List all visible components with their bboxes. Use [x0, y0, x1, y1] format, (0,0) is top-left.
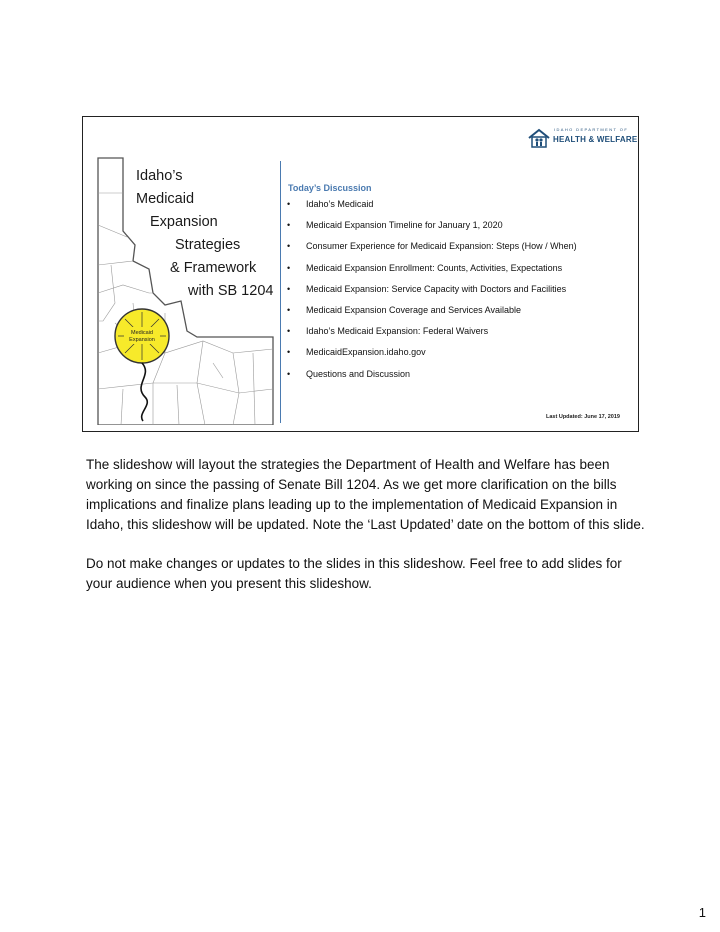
title-line-6: with SB 1204: [188, 283, 274, 299]
bullet-glyph: •: [287, 241, 291, 252]
list-item-text: Medicaid Expansion: Service Capacity with Doctors and Facilities: [306, 283, 567, 294]
list-item-text: Idaho’s Medicaid Expansion: Federal Waivers: [306, 326, 489, 337]
house-logo-icon: [528, 128, 550, 148]
list-item: [285, 198, 577, 219]
discussion-list: [285, 198, 577, 389]
list-item: [285, 262, 577, 283]
bullet-glyph: •: [287, 262, 291, 273]
bullet-glyph: •: [287, 368, 291, 379]
list-item: [285, 325, 577, 346]
dhw-logo: [528, 126, 638, 150]
list-item: [285, 219, 577, 240]
bullet-glyph: •: [287, 304, 291, 315]
list-item-text: Idaho’s Medicaid: [306, 199, 374, 209]
logo-main-text: HEALTH & WELFARE: [553, 135, 638, 144]
list-item: [285, 283, 577, 304]
title-line-2: Medicaid: [136, 191, 195, 207]
list-item: [285, 346, 577, 367]
title-line-3: Expansion: [150, 214, 218, 230]
title-line-4: Strategies: [175, 237, 241, 253]
bullet-glyph: •: [287, 283, 291, 294]
notes-paragraph-1: The slideshow will layout the strategies the Department of Health and Welfare has been working on since the passing of Senate Bill 1204. As we get more clarification on the bills implications and finalize plans leading up to the implementation of Medicaid Expansion in Idaho, this slideshow will be updated. Note the ‘Last Updated’ date on the bottom of this slide.: [86, 457, 645, 532]
map-badge-line-1: Medicaid: [130, 330, 154, 336]
list-item-text: Medicaid Expansion Coverage and Services Available: [306, 304, 521, 315]
bullet-glyph: •: [287, 326, 291, 337]
slide-divider: [280, 161, 281, 423]
bullet-glyph: •: [287, 347, 291, 358]
list-item: [285, 304, 577, 325]
list-item: [285, 240, 577, 261]
notes-paragraph-2: Do not make changes or updates to the slides in this slideshow. Feel free to add slides for your audience when you present this slideshow.: [86, 556, 622, 591]
bullet-glyph: •: [287, 199, 291, 209]
title-line-1: Idaho’s: [136, 168, 183, 184]
speaker-notes: [86, 455, 646, 613]
logo-sup-text: IDAHO DEPARTMENT OF: [554, 127, 629, 132]
list-item-text: Consumer Experience for Medicaid Expansion: Steps (How / When): [306, 241, 577, 252]
list-item-text: Medicaid Expansion Enrollment: Counts, Activities, Expectations: [306, 262, 563, 273]
slide-thumbnail: [82, 116, 639, 432]
list-item-text: Medicaid Expansion Timeline for January 1, 2020: [306, 220, 503, 231]
list-item: [285, 368, 577, 389]
list-item-text: MedicaidExpansion.idaho.gov: [306, 347, 426, 358]
last-updated: Last Updated: June 17, 2019: [546, 414, 620, 420]
map-badge-line-2: Expansion: [129, 337, 155, 343]
bullet-glyph: •: [287, 220, 291, 231]
discussion-title: Today’s Discussion: [288, 183, 372, 193]
list-item-text: Questions and Discussion: [306, 368, 411, 379]
title-line-5: & Framework: [170, 260, 257, 276]
page-number: 1: [698, 905, 706, 920]
